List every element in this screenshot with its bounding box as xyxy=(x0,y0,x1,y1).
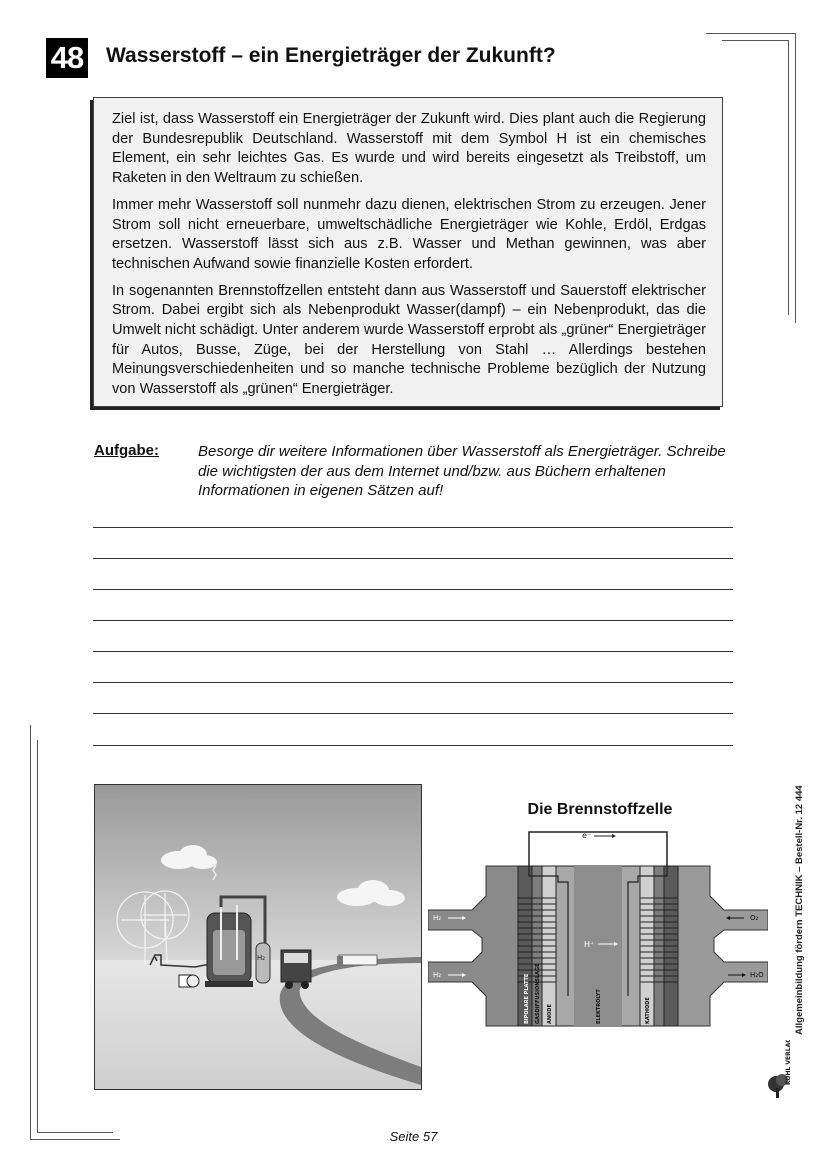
info-paragraph-2: Immer mehr Wasserstoff soll nunmehr dazu dienen, elektrischen Strom zu erzeugen. Jener Strom soll nicht erneuerbare, umweltschädliche Energieträger wie Kohle, Erdöl, Erdgas ersetzen. Wasserstoff lässt sich aus z.B. Wasser und Methan gewinnen, was aber technischen Aufwand sowie finanzielle Kosten erfordert. xyxy=(112,196,706,272)
external-circuit xyxy=(529,832,667,866)
publisher-name: KOHL VERLAG xyxy=(785,1040,792,1085)
anode-manifold xyxy=(428,866,518,1026)
right-inflow-label: O₂ xyxy=(750,914,759,922)
label-electrolyte: ELEKTROLYT xyxy=(596,989,602,1024)
hydrogen-cylinder xyxy=(256,943,270,983)
writing-line-6[interactable] xyxy=(93,682,733,683)
writing-line-5[interactable] xyxy=(93,651,733,652)
fuel-cell-title: Die Brennstoffzelle xyxy=(527,801,673,818)
power-meter xyxy=(187,975,199,987)
info-paragraph-3: In sogenannten Brennstoffzellen entsteht dann aus Wasserstoff und Sauerstoff elektrischer Strom. Dabei ergibt sich als Nebenprodukt Wasser(dampf) – ein Nebenprodukt, das die Umwelt nicht schädigt. Unter anderem wurde Wasserstoff erprobt als „grüner“ Energieträger für Autos, Busse, Züge, bei der Herstellung von Stahl … Allerdings bestehen Meinungsverschiedenheiten und so manche technische Probleme bezüglich der Nutzung von Wasserstoff als „grünen“ Energieträger. xyxy=(112,282,706,398)
frame-line-bottom-left-v1 xyxy=(30,725,31,1140)
left-inflow-label: H₂ xyxy=(433,914,442,922)
hydrogen-plant-svg xyxy=(95,785,421,1089)
page-title: Wasserstoff – ein Energieträger der Zukunft? xyxy=(106,44,556,67)
fuel-cell-diagram xyxy=(428,826,768,1036)
writing-line-8[interactable] xyxy=(93,745,733,746)
proton-label: H⁺ xyxy=(584,940,595,949)
writing-line-2[interactable] xyxy=(93,558,733,559)
task-text: Besorge dir weitere Informationen über Wasserstoff als Energieträger. Schreibe die wichtigsten der aus dem Internet und/bzw. aus Büchern erhaltenen Informationen in eigenen Sätzen auf! xyxy=(198,443,726,499)
task-label-colon: : xyxy=(154,442,159,459)
writing-line-3[interactable] xyxy=(93,589,733,590)
sidebar-order-text: Allgemeinbildung fördern TECHNIK – Bestell-Nr. 12 444 xyxy=(794,785,805,1035)
writing-line-7[interactable] xyxy=(93,713,733,714)
task-label xyxy=(94,442,159,459)
publisher-tree-icon xyxy=(764,1040,794,1100)
hydrogen-plant-illustration xyxy=(94,784,422,1090)
frame-line-top-right-h2 xyxy=(722,40,788,41)
task-label-text: Aufgabe xyxy=(94,442,154,459)
electron-label: e⁻ xyxy=(582,831,592,840)
right-outflow-label: H₂O xyxy=(750,971,764,979)
info-box xyxy=(93,97,723,407)
label-anode: ANODE xyxy=(547,1004,553,1024)
publisher-logo xyxy=(764,1040,794,1100)
page-footer: Seite 57 xyxy=(389,1129,438,1144)
label-bipolar-plate: BIPOLARE PLATTE xyxy=(524,973,530,1024)
info-paragraph-1: Ziel ist, dass Wasserstoff ein Energieträger der Zukunft wird. Dies plant auch die Regierung der Bundesrepublik Deutschland. Wasserstoff mit dem Symbol H ist ein chemisches Element, ein sehr leichtes Gas. Es wurde und wird bereits eingesetzt als Treibstoff, um Raketen in den Weltraum zu schießen. xyxy=(112,111,706,187)
page-number-badge: 48 xyxy=(46,38,88,78)
frame-line-top-right-h1 xyxy=(706,33,796,34)
frame-line-top-right-v2 xyxy=(788,40,789,315)
tank-label: H₂ xyxy=(257,954,266,962)
label-gas-diffusion: GASDIFFUSIONSLAGE xyxy=(535,963,541,1024)
cathode-manifold xyxy=(678,866,768,1026)
writing-line-1[interactable] xyxy=(93,527,733,528)
frame-line-bottom-left-v2 xyxy=(37,740,38,1133)
electron-arrowhead xyxy=(612,834,616,838)
frame-line-top-right-v1 xyxy=(795,33,796,323)
sidebar-order-info xyxy=(794,745,814,1035)
label-cathode: KATHODE xyxy=(645,997,651,1024)
distant-truck xyxy=(337,955,377,965)
left-outflow-label: H₂ xyxy=(433,971,442,979)
writing-line-4[interactable] xyxy=(93,620,733,621)
